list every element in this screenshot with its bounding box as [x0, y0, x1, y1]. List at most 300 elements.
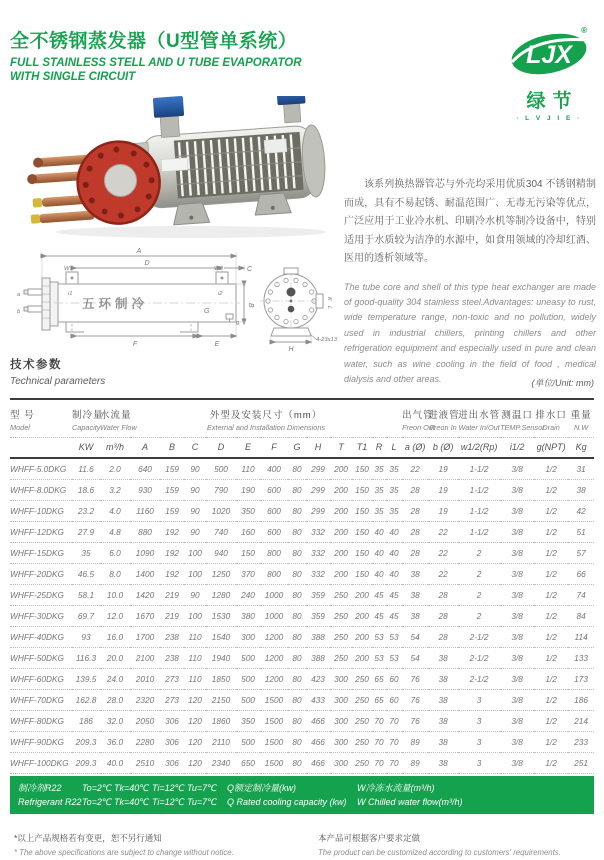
value-cell: 40: [372, 543, 386, 564]
value-cell: 35: [386, 501, 402, 522]
value-cell: 2-1/2: [458, 669, 500, 690]
value-cell: 23.2: [72, 501, 100, 522]
value-cell: 500: [236, 669, 260, 690]
value-cell: 80: [288, 564, 306, 585]
value-cell: 35: [386, 458, 402, 480]
value-cell: 3/8: [500, 522, 534, 543]
value-cell: 110: [184, 627, 206, 648]
model-cell: WHFF-80DKG: [10, 711, 72, 732]
model-cell: WHFF-20DKG: [10, 564, 72, 585]
value-cell: 3: [458, 753, 500, 774]
unit-cell: C: [184, 438, 206, 459]
value-cell: 3/8: [500, 480, 534, 501]
value-cell: 192: [160, 522, 184, 543]
value-cell: 388: [306, 627, 330, 648]
dim-label-b-port: b: [17, 309, 21, 315]
value-cell: 2280: [130, 732, 160, 753]
value-cell: 22: [428, 564, 458, 585]
value-cell: 24.0: [100, 669, 130, 690]
value-cell: 3/8: [500, 669, 534, 690]
product-description: [344, 176, 596, 388]
value-cell: 2: [458, 543, 500, 564]
table-row: [10, 564, 594, 585]
value-cell: 1500: [260, 732, 288, 753]
value-cell: 60: [386, 690, 402, 711]
table-row: [10, 522, 594, 543]
value-cell: 110: [184, 648, 206, 669]
dim-label-w2: W2: [214, 266, 223, 272]
table-row: [10, 606, 594, 627]
value-cell: 162.8: [72, 690, 100, 711]
value-cell: 299: [306, 480, 330, 501]
value-cell: 2100: [130, 648, 160, 669]
value-cell: 3/8: [500, 753, 534, 774]
unit-cell: T1: [352, 438, 372, 459]
dim-label-b: B: [247, 303, 254, 308]
value-cell: 80: [288, 543, 306, 564]
value-cell: 80: [288, 480, 306, 501]
value-cell: 120: [184, 732, 206, 753]
value-cell: 640: [130, 458, 160, 480]
value-cell: 2050: [130, 711, 160, 732]
table-row: [10, 711, 594, 732]
section-heading-en: Technical parameters: [10, 376, 106, 387]
value-cell: 300: [330, 711, 352, 732]
dim-label-l: L: [326, 306, 332, 310]
value-cell: 238: [160, 627, 184, 648]
value-cell: 1940: [206, 648, 236, 669]
value-cell: 250: [352, 690, 372, 711]
value-cell: 300: [330, 690, 352, 711]
registered-mark: ®: [581, 26, 587, 35]
value-cell: 238: [160, 648, 184, 669]
model-cell: WHFF-25DKG: [10, 585, 72, 606]
value-cell: 36.0: [100, 732, 130, 753]
value-cell: 42: [568, 501, 594, 522]
value-cell: 200: [352, 627, 372, 648]
unit-cell: E: [236, 438, 260, 459]
w-legend-en: W Chilled water flow(m³/h): [357, 797, 463, 807]
table-row: [10, 627, 594, 648]
dim-label-k: K: [326, 297, 332, 301]
value-cell: 1/2: [534, 458, 568, 480]
value-cell: 70: [372, 711, 386, 732]
page-subtitle-line1: FULL STAINLESS STELL AND U TUBE EVAPORATOR: [10, 57, 302, 69]
value-cell: 38: [428, 669, 458, 690]
value-cell: 150: [352, 543, 372, 564]
value-cell: 40: [372, 564, 386, 585]
value-cell: 45: [386, 585, 402, 606]
header: [10, 26, 430, 84]
value-cell: 299: [306, 501, 330, 522]
value-cell: 100: [184, 543, 206, 564]
value-cell: 40: [372, 522, 386, 543]
value-cell: 219: [160, 585, 184, 606]
value-cell: 1200: [260, 648, 288, 669]
value-cell: 53: [386, 648, 402, 669]
value-cell: 159: [160, 480, 184, 501]
value-cell: 1/2: [534, 669, 568, 690]
logo-name-en: · L V J I E ·: [516, 115, 582, 122]
unit-cell: a (Ø): [402, 438, 428, 459]
value-cell: 38: [428, 732, 458, 753]
value-cell: 3.2: [100, 480, 130, 501]
unit-note: (单位/Unit: mm): [531, 378, 594, 388]
value-cell: 74: [568, 585, 594, 606]
model-cell: WHFF-70DKG: [10, 690, 72, 711]
value-cell: 70: [386, 732, 402, 753]
value-cell: 35: [386, 480, 402, 501]
value-cell: 2-1/2: [458, 627, 500, 648]
value-cell: 1/2: [534, 585, 568, 606]
value-cell: 100: [184, 564, 206, 585]
value-cell: 250: [330, 606, 352, 627]
value-cell: 27.9: [72, 522, 100, 543]
value-cell: 80: [288, 648, 306, 669]
value-cell: 200: [352, 606, 372, 627]
unit-cell: w1/2(Rp): [458, 438, 500, 459]
value-cell: 400: [260, 458, 288, 480]
value-cell: 500: [236, 732, 260, 753]
dim-label-f: F: [132, 341, 138, 348]
note-left: [14, 832, 304, 857]
value-cell: 159: [160, 458, 184, 480]
dim-label-i2: i2: [218, 291, 223, 297]
value-cell: 80: [288, 753, 306, 774]
value-cell: 1160: [130, 501, 160, 522]
value-cell: 250: [352, 732, 372, 753]
value-cell: 80: [288, 690, 306, 711]
value-cell: 186: [72, 711, 100, 732]
value-cell: 19: [428, 501, 458, 522]
column-group: 出气管 Freon Out: [402, 399, 428, 438]
value-cell: 28: [428, 606, 458, 627]
value-cell: 65: [372, 690, 386, 711]
brand-logo: [503, 28, 595, 122]
value-cell: 250: [352, 711, 372, 732]
column-group: 水流量 Water Flow: [100, 399, 130, 438]
value-cell: 54: [402, 627, 428, 648]
dim-label-d: D: [144, 260, 150, 267]
value-cell: 300: [330, 732, 352, 753]
unit-cell: i1/2: [500, 438, 534, 459]
value-cell: 3/8: [500, 732, 534, 753]
value-cell: 133: [568, 648, 594, 669]
dim-label-a-overall: A: [136, 248, 142, 255]
table-row: [10, 501, 594, 522]
tu-value-en: Tu=7℃: [187, 797, 218, 807]
value-cell: 28: [428, 627, 458, 648]
value-cell: 40: [386, 522, 402, 543]
value-cell: 350: [236, 501, 260, 522]
value-cell: 2: [458, 585, 500, 606]
table-row: [10, 458, 594, 480]
unit-cell: F: [260, 438, 288, 459]
value-cell: 250: [330, 627, 352, 648]
value-cell: 2320: [130, 690, 160, 711]
value-cell: 1-1/2: [458, 458, 500, 480]
value-cell: 423: [306, 669, 330, 690]
value-cell: 3/8: [500, 585, 534, 606]
value-cell: 200: [330, 501, 352, 522]
value-cell: 51: [568, 522, 594, 543]
value-cell: 38: [428, 690, 458, 711]
conditions-bar: [10, 776, 594, 814]
value-cell: 1860: [206, 711, 236, 732]
value-cell: 80: [288, 585, 306, 606]
tu-value: Tu=7℃: [187, 783, 218, 793]
q-legend-cn: Q额定制冷量(kw): [227, 783, 296, 793]
unit-cell: KW: [72, 438, 100, 459]
dim-label-h: H: [288, 346, 294, 353]
value-cell: 57: [568, 543, 594, 564]
column-group: 外型及安装尺寸（mm） External and Installation Dimensions: [130, 399, 402, 438]
page-subtitle: [10, 57, 430, 84]
value-cell: 32.0: [100, 711, 130, 732]
value-cell: 80: [288, 458, 306, 480]
value-cell: 2340: [206, 753, 236, 774]
value-cell: 10.0: [100, 585, 130, 606]
section-heading-cn: 技术参数: [10, 359, 62, 371]
value-cell: 1000: [260, 585, 288, 606]
q-legend-en: Q Rated cooling capacity (kw): [227, 797, 347, 807]
value-cell: 1000: [260, 606, 288, 627]
value-cell: 350: [236, 711, 260, 732]
unit-cell: D: [206, 438, 236, 459]
value-cell: 1400: [130, 564, 160, 585]
value-cell: 1/2: [534, 480, 568, 501]
value-cell: 22: [428, 543, 458, 564]
value-cell: 35: [372, 458, 386, 480]
value-cell: 466: [306, 732, 330, 753]
value-cell: 40: [386, 543, 402, 564]
value-cell: 359: [306, 585, 330, 606]
value-cell: 28: [428, 585, 458, 606]
value-cell: 250: [352, 669, 372, 690]
value-cell: 500: [236, 648, 260, 669]
page-subtitle-line2: WITH SINGLE CIRCUIT: [10, 70, 136, 83]
value-cell: 200: [330, 564, 352, 585]
table-row: [10, 585, 594, 606]
description-en: The tube core and shell of this type heat exchanger are made of good-quality 304 stainless steel.Advantages: uneasy to rust, wide temperature range, non-toxic and no pollution, widely used in industrial chillers, printing chillers and other refrigeration equipment and especially used in pure and clean water, such as wine cooling in the field of food , medical dialysis and other areas.: [344, 281, 596, 385]
logo-brand-text: LJX: [526, 41, 572, 69]
table-row: [10, 753, 594, 774]
value-cell: 466: [306, 711, 330, 732]
value-cell: 11.6: [72, 458, 100, 480]
table-row: [10, 669, 594, 690]
value-cell: 2-1/2: [458, 648, 500, 669]
value-cell: 370: [236, 564, 260, 585]
value-cell: 45: [386, 606, 402, 627]
value-cell: 1/2: [534, 522, 568, 543]
value-cell: 60: [386, 669, 402, 690]
value-cell: 200: [330, 458, 352, 480]
value-cell: 200: [330, 522, 352, 543]
dim-label-c: C: [247, 266, 253, 273]
model-cell: WHFF-15DKG: [10, 543, 72, 564]
value-cell: 500: [236, 690, 260, 711]
unit-cell: R: [372, 438, 386, 459]
value-cell: 332: [306, 564, 330, 585]
column-group: 进出水管 Water In/Out: [458, 399, 500, 438]
value-cell: 2: [458, 564, 500, 585]
value-cell: 38: [428, 753, 458, 774]
value-cell: 3: [458, 732, 500, 753]
value-cell: 2150: [206, 690, 236, 711]
value-cell: 306: [160, 711, 184, 732]
value-cell: 1200: [260, 627, 288, 648]
value-cell: 120: [184, 753, 206, 774]
value-cell: 76: [402, 669, 428, 690]
value-cell: 80: [288, 606, 306, 627]
value-cell: 3: [458, 711, 500, 732]
value-cell: 54: [402, 648, 428, 669]
value-cell: 214: [568, 711, 594, 732]
value-cell: 80: [288, 732, 306, 753]
value-cell: 3/8: [500, 711, 534, 732]
table-row: [10, 648, 594, 669]
value-cell: 1-1/2: [458, 501, 500, 522]
value-cell: 3: [458, 690, 500, 711]
value-cell: 31: [568, 458, 594, 480]
value-cell: 600: [260, 501, 288, 522]
conditions-line-cn: [18, 781, 594, 795]
value-cell: 1090: [130, 543, 160, 564]
value-cell: 38: [568, 480, 594, 501]
value-cell: 380: [236, 606, 260, 627]
model-cell: WHFF-90DKG: [10, 732, 72, 753]
product-photo: [26, 96, 342, 247]
value-cell: 40: [386, 564, 402, 585]
value-cell: 89: [402, 753, 428, 774]
value-cell: 388: [306, 648, 330, 669]
value-cell: 45: [372, 585, 386, 606]
value-cell: 93: [72, 627, 100, 648]
conditions-line-en: [18, 795, 594, 809]
model-cell: WHFF-40DKG: [10, 627, 72, 648]
value-cell: 800: [260, 564, 288, 585]
model-cell: WHFF-50DKG: [10, 648, 72, 669]
value-cell: 139.5: [72, 669, 100, 690]
value-cell: 332: [306, 522, 330, 543]
value-cell: 1/2: [534, 627, 568, 648]
value-cell: 1/2: [534, 606, 568, 627]
value-cell: 209.3: [72, 753, 100, 774]
value-cell: 28: [402, 522, 428, 543]
value-cell: 35: [372, 501, 386, 522]
note-left-cn: *以上产品规格若有变更，恕不另行通知: [14, 833, 162, 843]
model-cell: WHFF-5.0DKG: [10, 458, 72, 480]
refrigerant-label-cn: 制冷剂R22: [18, 783, 62, 793]
value-cell: 2: [458, 606, 500, 627]
model-cell: WHFF-10DKG: [10, 501, 72, 522]
dim-label-g-dim: G: [204, 308, 210, 315]
value-cell: 120: [184, 690, 206, 711]
value-cell: 880: [130, 522, 160, 543]
to-value-en: To=2℃: [82, 797, 113, 807]
table-row: [10, 690, 594, 711]
column-group: 重量 N.W: [568, 399, 594, 438]
unit-cell: A: [130, 438, 160, 459]
dim-label-a-port: a: [17, 292, 21, 298]
note-right-en: The product can be customized according to customers' requirements.: [318, 848, 561, 857]
value-cell: 150: [352, 522, 372, 543]
value-cell: 38: [428, 711, 458, 732]
tk-value: Tk=40℃: [114, 783, 150, 793]
value-cell: 18.6: [72, 480, 100, 501]
model-cell: WHFF-12DKG: [10, 522, 72, 543]
value-cell: 2010: [130, 669, 160, 690]
value-cell: 80: [288, 669, 306, 690]
value-cell: 40.0: [100, 753, 130, 774]
value-cell: 35: [372, 480, 386, 501]
value-cell: 1/2: [534, 648, 568, 669]
value-cell: 89: [402, 732, 428, 753]
model-cell: WHFF-30DKG: [10, 606, 72, 627]
value-cell: 3/8: [500, 543, 534, 564]
unit-cell: Kg: [568, 438, 594, 459]
value-cell: 1/2: [534, 564, 568, 585]
value-cell: 1500: [260, 753, 288, 774]
value-cell: 16.0: [100, 627, 130, 648]
value-cell: 46.5: [72, 564, 100, 585]
unit-cell: g(NPT): [534, 438, 568, 459]
value-cell: 1700: [130, 627, 160, 648]
value-cell: 240: [236, 585, 260, 606]
value-cell: 1280: [206, 585, 236, 606]
value-cell: 300: [330, 753, 352, 774]
value-cell: 3/8: [500, 564, 534, 585]
model-cell: WHFF-8.0DKG: [10, 480, 72, 501]
value-cell: 1850: [206, 669, 236, 690]
value-cell: 1670: [130, 606, 160, 627]
value-cell: 114: [568, 627, 594, 648]
value-cell: 65: [372, 669, 386, 690]
to-value: To=2℃: [82, 783, 113, 793]
value-cell: 3/8: [500, 606, 534, 627]
note-right: [318, 832, 594, 857]
value-cell: 2510: [130, 753, 160, 774]
value-cell: 273: [160, 690, 184, 711]
value-cell: 190: [236, 480, 260, 501]
value-cell: 332: [306, 543, 330, 564]
value-cell: 3/8: [500, 458, 534, 480]
value-cell: 466: [306, 753, 330, 774]
table-group-row: [10, 399, 594, 438]
value-cell: 90: [184, 585, 206, 606]
column-group: 测温口 TEMP.Sensor: [500, 399, 534, 438]
value-cell: 740: [206, 522, 236, 543]
value-cell: 110: [184, 669, 206, 690]
value-cell: 250: [330, 585, 352, 606]
value-cell: 250: [352, 753, 372, 774]
value-cell: 200: [330, 480, 352, 501]
value-cell: 76: [402, 690, 428, 711]
value-cell: 209.3: [72, 732, 100, 753]
value-cell: 192: [160, 564, 184, 585]
value-cell: 38: [402, 564, 428, 585]
model-cell: WHFF-60DKG: [10, 669, 72, 690]
value-cell: 650: [236, 753, 260, 774]
value-cell: 186: [568, 690, 594, 711]
value-cell: 1200: [260, 669, 288, 690]
value-cell: 251: [568, 753, 594, 774]
value-cell: 70: [386, 711, 402, 732]
value-cell: 100: [184, 606, 206, 627]
bolt-hole-note: 4-23x13: [316, 337, 337, 343]
value-cell: 70: [372, 732, 386, 753]
value-cell: 273: [160, 669, 184, 690]
